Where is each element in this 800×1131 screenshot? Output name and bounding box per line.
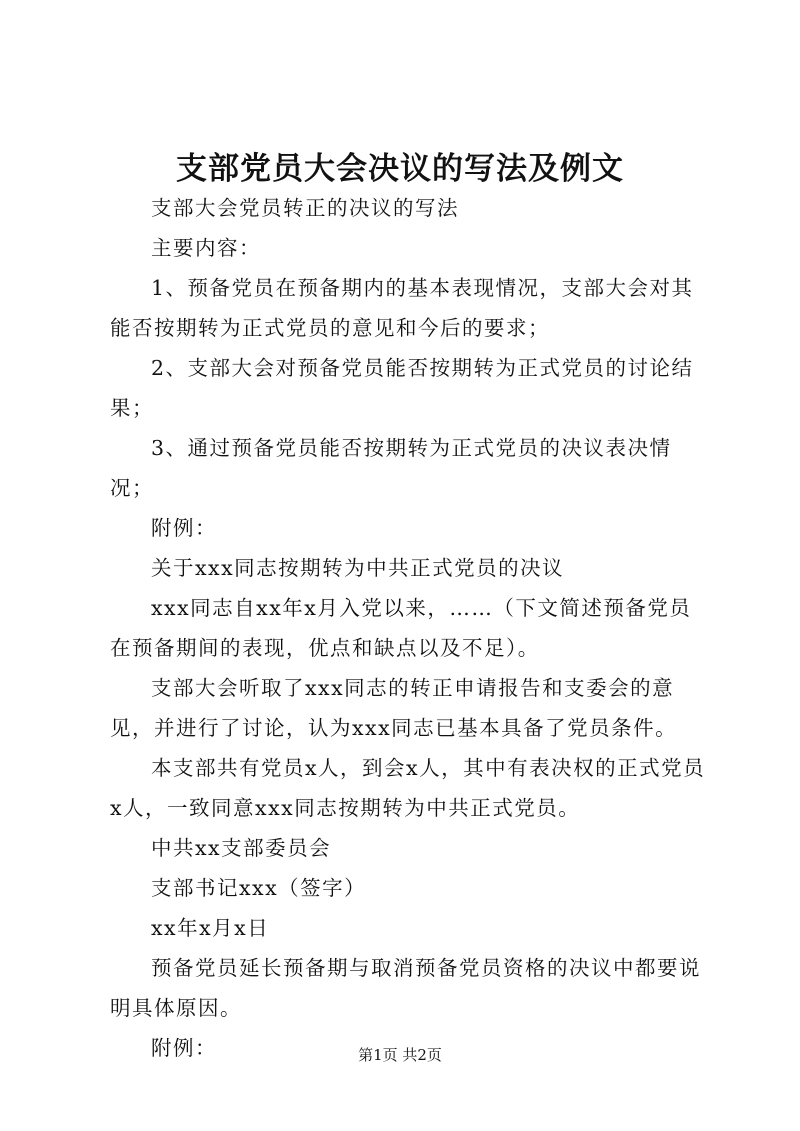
paragraph: 3、通过预备党员能否按期转为正式党员的决议表决情况；: [110, 436, 672, 500]
paragraph: 附例：: [151, 1036, 217, 1060]
paragraph: 支部书记xxx（签字）: [151, 876, 367, 900]
paragraph: 支部大会党员转正的决议的写法: [151, 196, 459, 220]
paragraph: 中共xx支部委员会: [151, 836, 332, 860]
paragraph: xxx同志自xx年x月入党以来，……（下文简述预备党员在预备期间的表现，优点和缺点以及不足）。: [110, 596, 692, 660]
document-title: 支部党员大会决议的写法及例文: [176, 151, 624, 187]
paragraph: 本支部共有党员x人，到会x人，其中有表决权的正式党员x人，一致同意xxx同志按期转为中共正式党员。: [110, 756, 706, 820]
paragraph: 关于xxx同志按期转为中共正式党员的决议: [151, 556, 565, 580]
paragraph: 预备党员延长预备期与取消预备党员资格的决议中都要说明具体原因。: [110, 956, 701, 1020]
paragraph: xx年x月x日: [151, 916, 270, 940]
page-footer: 第1页 共2页: [358, 1046, 442, 1064]
paragraph: 附例：: [151, 516, 217, 540]
paragraph: 1、预备党员在预备期内的基本表现情况，支部大会对其能否按期转为正式党员的意见和今后的要求；: [110, 276, 694, 340]
paragraph: 主要内容：: [151, 236, 261, 260]
paragraph: 支部大会听取了xxx同志的转正申请报告和支委会的意见，并进行了讨论，认为xxx同志已基本具备了党员条件。: [110, 676, 678, 740]
paragraph: 2、支部大会对预备党员能否按期转为正式党员的讨论结果；: [110, 356, 694, 420]
document-body: [110, 188, 710, 1068]
